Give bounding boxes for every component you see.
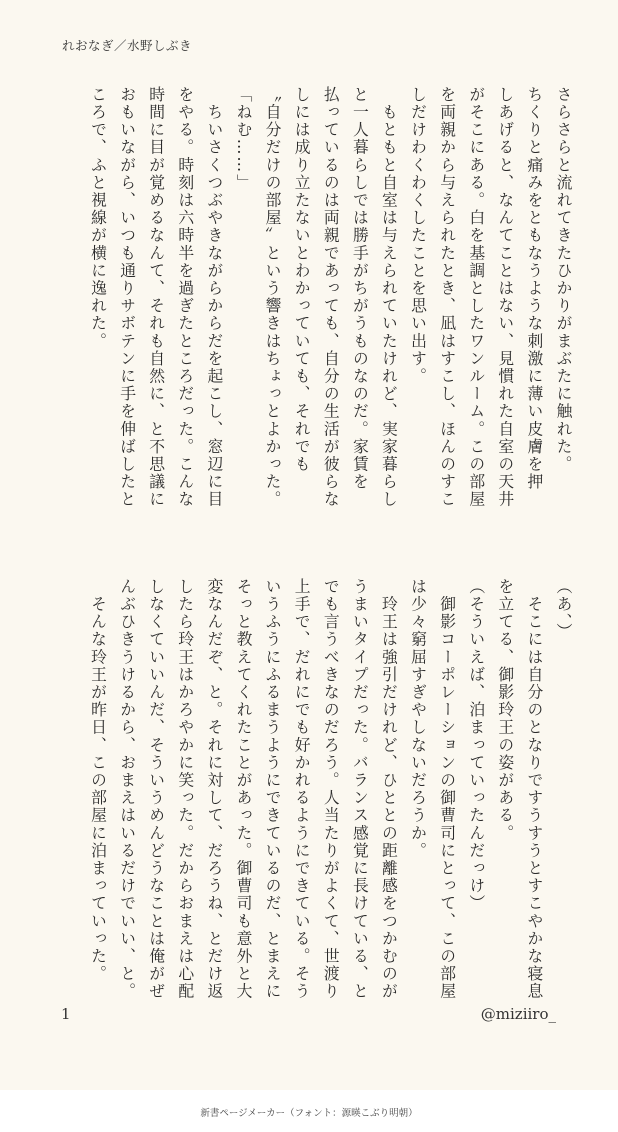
- text-line: しなくていいんだ、そういうめんどうなことは俺がぜ: [146, 578, 166, 1001]
- text-line: と一人暮らしでは勝手がちがうものなのだ。家賃を: [350, 86, 370, 491]
- text-line: 払っているのは両親であっても、自分の生活が彼らな: [321, 86, 341, 509]
- author-header: れおなぎ／水野しぶき: [62, 38, 193, 53]
- body-text-upper: [38, 86, 578, 526]
- text-line: もともと自室は与えられていたけれど、実家暮らし: [379, 86, 399, 509]
- text-line: は少々窮屈すぎやしないだろうか。: [408, 578, 428, 860]
- text-line: 上手で、だれにでも好かれるようにできている。そう: [292, 578, 312, 1001]
- text-line: でも言うべきなのだろう。人当たりがよくて、世渡り: [321, 578, 341, 1001]
- text-line: ちいさくつぶやきながらからだを起こし、窓辺に目: [204, 86, 224, 509]
- text-line: ころで、ふと視線が横に逸れた。: [88, 86, 108, 350]
- text-line: （あ、）: [554, 578, 573, 641]
- text-line: 「ねむ……」: [233, 86, 253, 192]
- text-line: 時間に目が覚めるなんて、それも自然に、と不思議に: [146, 86, 166, 509]
- text-line: うまいタイプだった。バランス感覚に長けている、と: [350, 578, 370, 1001]
- text-line: そっと教えてくれたことがあった。御曹司も意外と大: [233, 578, 253, 1001]
- text-line: 御影コーポレーションの御曹司にとって、この部屋: [437, 578, 457, 1001]
- text-line: さらさらと流れてきたひかりがまぶたに触れた。: [554, 86, 573, 474]
- text-line: を立てる、御影玲王の姿がある。: [495, 578, 515, 842]
- text-line: そこには自分のとなりですうすうとすこやかな寝息: [524, 578, 544, 1001]
- body-text-lower: [38, 578, 578, 1001]
- text-line: 玲王は強引だけれど、ひととの距離感をつかむのが: [379, 578, 399, 1001]
- text-line: しには成り立たないとわかっていても、それでも: [292, 86, 312, 474]
- text-line: がそこにある。白を基調としたワンルーム。この部屋: [466, 86, 486, 509]
- text-line: ちくりと痛みをともなうような刺激に薄い皮膚を押: [524, 86, 544, 491]
- text-line: をやる。時刻は六時半を過ぎたところだった。こんな: [175, 86, 195, 509]
- generator-credit: 新書ページメーカー（フォント：源暎こぶり明朝）: [200, 1108, 418, 1119]
- text-line: を両親から与えられたとき、凪はすこし、ほんのすこ: [437, 86, 457, 509]
- text-line: しあげると、なんてことはない、見慣れた自室の天井: [495, 86, 515, 509]
- text-line: おもいながら、いつも通りサボテンに手を伸ばしたと: [117, 86, 137, 509]
- text-line: んぶひきうけるから、おまえはいるだけでいい、と。: [117, 578, 137, 1001]
- text-line: 変なんだぞ、と。それに対して、だろうね、とだけ返: [204, 578, 224, 1001]
- text-line: しだけわくわくしたことを思い出す。: [408, 86, 428, 386]
- text-line: したら玲王はかろやかに笑った。だからおまえは心配: [175, 578, 195, 1001]
- text-line: いうふうにふるまうようにできているのだ、とまえに: [263, 578, 283, 1001]
- page-number: 1: [61, 1005, 71, 1023]
- text-line: そんな玲王が昨日、この部屋に泊まっていった。: [88, 578, 108, 983]
- text-line: 〝自分だけの部屋〟という響きはちょっとよかった。: [263, 86, 283, 509]
- text-line: （そういえば、泊まっていったんだっけ）: [466, 578, 486, 913]
- author-handle: @miziiro_: [480, 1005, 556, 1023]
